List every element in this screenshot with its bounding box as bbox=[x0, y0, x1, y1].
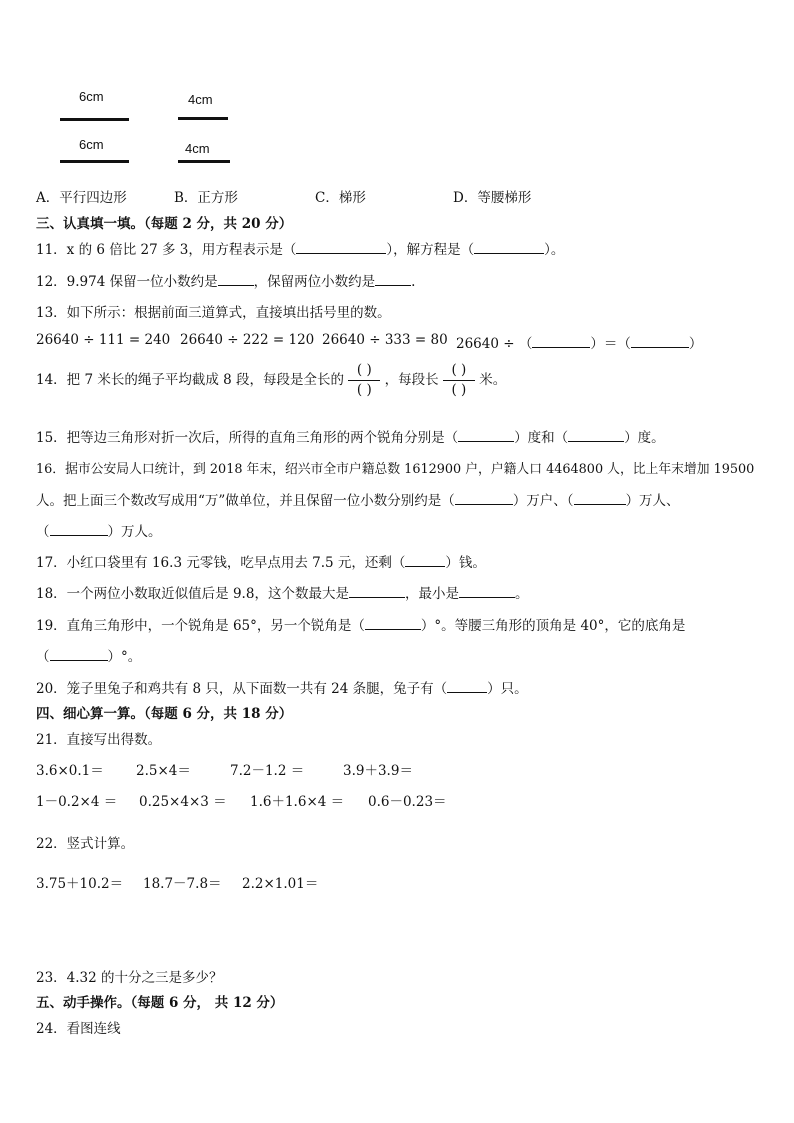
answer-blank[interactable] bbox=[568, 429, 624, 442]
answer-blank[interactable] bbox=[574, 492, 626, 505]
answer-blank[interactable] bbox=[455, 492, 513, 505]
calc-item: 3.9＋3.9＝ bbox=[343, 763, 413, 779]
figure-label: 6cm bbox=[79, 89, 104, 104]
answer-blank[interactable] bbox=[218, 273, 254, 286]
calc-item: 1－0.2×4 ＝ bbox=[36, 794, 118, 810]
question-23: 23．4.32 的十分之三是多少？ bbox=[36, 970, 223, 986]
section-heading: 四、细心算一算。（每题 6 分，共 18 分） bbox=[36, 706, 293, 722]
figure-label: 4cm bbox=[188, 92, 213, 107]
question-19-line2: （ ）°。 bbox=[36, 649, 142, 665]
fraction-blank[interactable]: $\frac{( )}{( )}$ bbox=[348, 362, 380, 399]
segment bbox=[178, 160, 230, 163]
section-heading: 三、认真填一填。（每题 2 分，共 20 分） bbox=[36, 216, 293, 232]
calc-item: 7.2－1.2 ＝ bbox=[230, 763, 305, 779]
calc-item: 2.2×1.01＝ bbox=[242, 876, 319, 892]
answer-blank[interactable] bbox=[459, 585, 515, 598]
calc-item: 0.25×4×3 ＝ bbox=[139, 794, 227, 810]
equation: 26640 ÷ 111 = 240 bbox=[36, 332, 171, 348]
figure-label: 6cm bbox=[79, 137, 104, 152]
answer-blank[interactable] bbox=[50, 523, 108, 536]
section-heading: 五、动手操作。（每题 6 分， 共 12 分） bbox=[36, 995, 284, 1011]
question-16: 16．据市公安局人口统计，到 2018 年末，绍兴市全市户籍总数 1612900 户，户籍人口 4464800 人，比上年末增加 19500 bbox=[36, 462, 755, 477]
question-18: 18．一个两位小数取近似值后是 9.8，这个数最大是 ，最小是 。 bbox=[36, 586, 529, 602]
option-c: C．梯形 bbox=[315, 190, 366, 206]
figure-label: 4cm bbox=[185, 141, 210, 156]
answer-blank[interactable] bbox=[474, 241, 544, 254]
answer-blank[interactable] bbox=[296, 241, 386, 254]
calc-item: 1.6＋1.6×4 ＝ bbox=[250, 794, 345, 810]
answer-blank[interactable] bbox=[375, 273, 411, 286]
answer-blank[interactable] bbox=[458, 429, 514, 442]
answer-blank[interactable] bbox=[447, 680, 487, 693]
question-11: 11．x 的 6 倍比 27 多 3，用方程表示是（ ），解方程是（ ）。 bbox=[36, 242, 565, 258]
question-24: 24．看图连线 bbox=[36, 1021, 121, 1037]
question-22: 22．竖式计算。 bbox=[36, 836, 135, 852]
answer-blank[interactable] bbox=[631, 335, 689, 348]
question-16-line2: 人。把上面三个数改写成用“万”做单位，并且保留一位小数分别约是（ ）万户、（ ）万人、 bbox=[36, 493, 680, 509]
segment bbox=[60, 160, 129, 163]
question-16-line3: （ ）万人。 bbox=[36, 524, 162, 540]
segment bbox=[178, 117, 228, 120]
answer-blank[interactable] bbox=[50, 648, 108, 661]
option-a: A．平行四边形 bbox=[36, 190, 127, 206]
calc-item: 18.7－7.8＝ bbox=[143, 876, 222, 892]
option-d: D．等腰梯形 bbox=[453, 190, 532, 206]
calc-item: 3.6×0.1＝ bbox=[36, 763, 104, 779]
answer-blank[interactable] bbox=[405, 554, 445, 567]
calc-item: 0.6－0.23＝ bbox=[368, 794, 447, 810]
calc-item: 3.75＋10.2＝ bbox=[36, 876, 124, 892]
question-14: 14．把 7 米长的绳子平均截成 8 段，每段是全长的 $\frac{( )}{( )}$ ，每段长 $\frac{( )}{( )}$ 米。 bbox=[36, 362, 507, 398]
question-17: 17．小红口袋里有 16.3 元零钱，吃早点用去 7.5 元，还剩（ ）钱。 bbox=[36, 555, 486, 571]
fraction-blank[interactable]: $\frac{( )}{( )}$ bbox=[443, 362, 475, 399]
question-12: 12．9.974 保留一位小数约是 ，保留两位小数约是 . bbox=[36, 274, 416, 290]
equation: 26640 ÷ 222 = 120 bbox=[180, 332, 315, 348]
equation: 26640 ÷ （ ）＝（ ） bbox=[456, 336, 703, 352]
answer-blank[interactable] bbox=[365, 617, 421, 630]
equation: 26640 ÷ 333 = 80 bbox=[322, 332, 448, 348]
answer-blank[interactable] bbox=[349, 585, 405, 598]
calc-item: 2.5×4＝ bbox=[136, 763, 191, 779]
question-13: 13．如下所示：根据前面三道算式，直接填出括号里的数。 bbox=[36, 305, 391, 321]
question-19: 19．直角三角形中，一个锐角是 65°，另一个锐角是（ ）°。等腰三角形的顶角是 40°，它的底角是 bbox=[36, 618, 686, 634]
segment bbox=[60, 118, 129, 121]
answer-blank[interactable] bbox=[532, 335, 590, 348]
question-21: 21．直接写出得数。 bbox=[36, 732, 162, 748]
question-20: 20．笼子里兔子和鸡共有 8 只，从下面数一共有 24 条腿，兔子有（ ）只。 bbox=[36, 681, 528, 697]
option-b: B．正方形 bbox=[174, 190, 238, 206]
question-15: 15．把等边三角形对折一次后，所得的直角三角形的两个锐角分别是（ ）度和（ ）度。 bbox=[36, 430, 665, 446]
